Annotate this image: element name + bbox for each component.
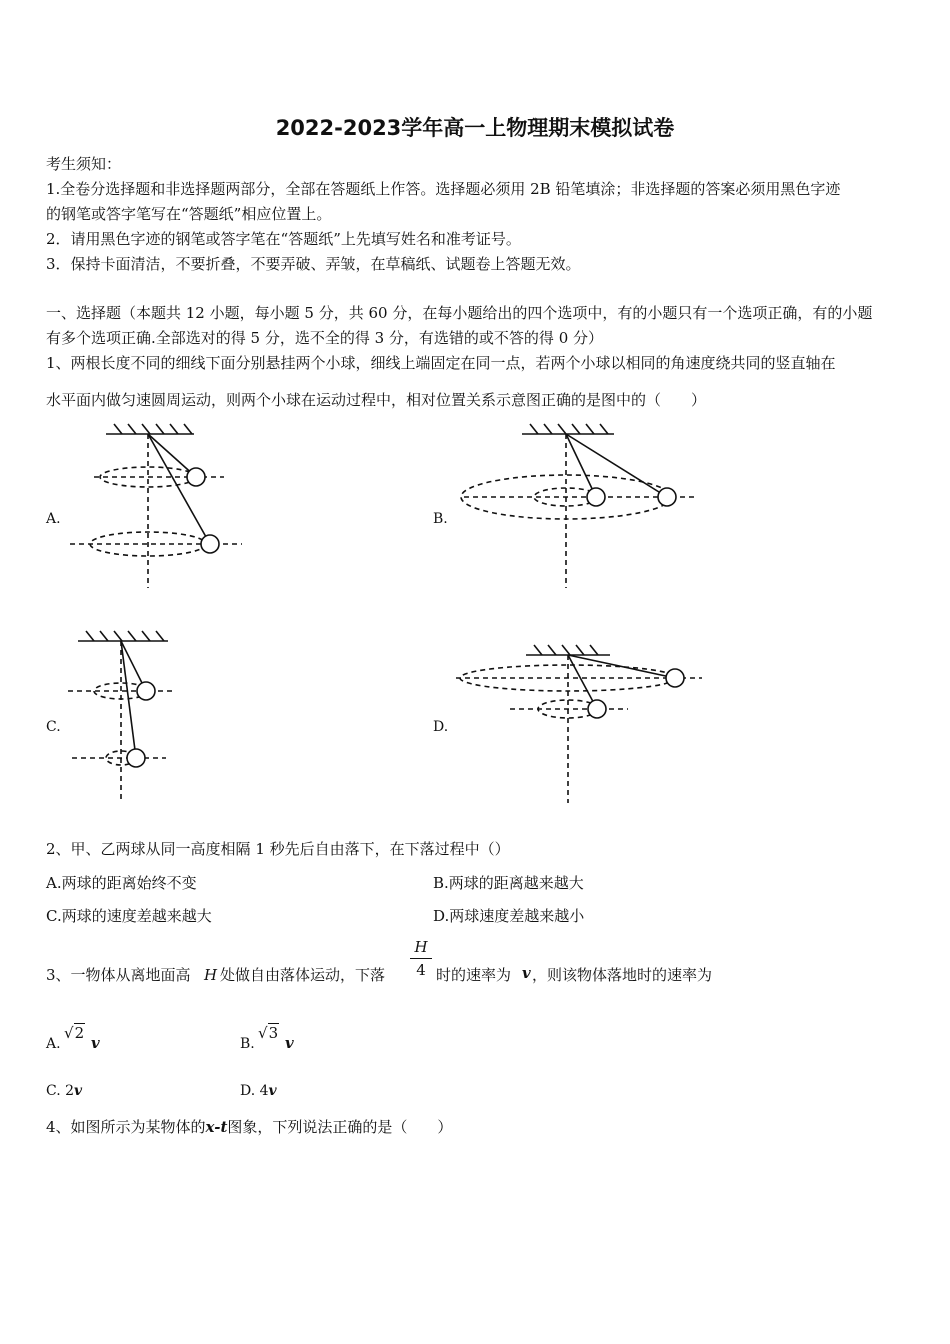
inner-ball [587, 488, 605, 506]
q3-stem-part-3: 时的速率为 [436, 966, 512, 984]
q3-fraction-denominator: 4 [416, 961, 426, 979]
q3-fraction [410, 938, 432, 979]
q1-figure-a [60, 420, 250, 590]
q1-figure-b [450, 420, 700, 590]
q2-stem: 2、甲、乙两球从同一高度相隔 1 秒先后自由落下，在下落过程中（） [46, 840, 510, 858]
upper-ball [137, 682, 155, 700]
q1-stem-line-2: 水平面内做匀速圆周运动，则两个小球在运动过程中，相对位置关系示意图正确的是图中的（ ） [46, 391, 707, 409]
q3-option-a-root: √2 [64, 1024, 85, 1042]
section-1-line-1: 一、选择题（本题共 12 小题，每小题 5 分，共 60 分，在每小题给出的四个选项中，有的小题只有一个选项正确，有的小题 [46, 304, 873, 322]
outer-ball [658, 488, 676, 506]
q1-option-c-label: C. [46, 719, 61, 735]
sqrt-symbol: √ [258, 1024, 268, 1042]
lower-ball [588, 700, 606, 718]
q2-option-a: A.两球的距离始终不变 [46, 874, 197, 892]
sqrt-symbol: √ [64, 1024, 74, 1042]
q2-option-b: B.两球的距离越来越大 [433, 874, 584, 892]
q1-option-d-label: D. [433, 719, 449, 735]
q3-fraction-numerator: H [414, 938, 428, 956]
q4-stem: 4、如图所示为某物体的x-t图象，下列说法正确的是（ ） [46, 1118, 453, 1136]
q3-height-symbol: H [204, 966, 218, 984]
q1-option-b-label: B. [433, 511, 448, 527]
q3-option-b-label: B. [240, 1036, 255, 1052]
q2-option-d: D.两球速度差越来越小 [433, 907, 585, 925]
notice-item-2: 2．请用黑色字迹的钢笔或答字笔在“答题纸”上先填写姓名和准考证号。 [46, 230, 521, 248]
q1-option-a-label: A. [46, 511, 61, 527]
q3-stem-part-1: 3、一物体从离地面高 [46, 966, 191, 984]
q3-option-a-label: A. [46, 1036, 61, 1052]
lower-ball [127, 749, 145, 767]
q3-option-b-speed: v [285, 1034, 294, 1052]
q3-option-c: C. 2v [46, 1083, 83, 1099]
page-title: 2022-2023学年高一上物理期末模拟试卷 [275, 116, 675, 140]
upper-ball [666, 669, 684, 687]
section-1-line-2: 有多个选项正确.全部选对的得 5 分，选不全的得 3 分，有选错的或不答的得 0 分） [46, 329, 604, 347]
q3-option-b-root: √3 [258, 1024, 279, 1042]
q3-option-d: D. 4v [240, 1083, 277, 1099]
notice-heading: 考生须知： [46, 155, 122, 173]
notice-item-1-line-2: 的钢笔或答字笔写在“答题纸”相应位置上。 [46, 205, 332, 223]
q1-stem-line-1: 1、两根长度不同的细线下面分别悬挂两个小球，细线上端固定在同一点，若两个小球以相同的角速度绕共同的竖直轴在 [46, 354, 836, 372]
q3-stem-part-2: 处做自由落体运动，下落 [220, 966, 386, 984]
upper-ball [187, 468, 205, 486]
q3-option-a-speed: v [91, 1034, 100, 1052]
notice-item-1-line-1: 1.全卷分选择题和非选择题两部分，全部在答题纸上作答。选择题必须用 2B 铅笔填涂；非选择题的答案必须用黑色字迹 [46, 180, 841, 198]
q3-stem-part-4: ，则该物体落地时的速率为 [532, 966, 713, 984]
q1-figure-d [450, 635, 710, 805]
q1-figure-c [60, 625, 250, 805]
lower-ball [201, 535, 219, 553]
q3-speed-symbol: v [522, 964, 531, 982]
q2-option-c: C.两球的速度差越来越大 [46, 907, 212, 925]
long-string [148, 434, 210, 544]
notice-item-3: 3．保持卡面清洁，不要折叠，不要弄破、弄皱，在草稿纸、试题卷上答题无效。 [46, 255, 581, 273]
long-string [568, 655, 675, 678]
